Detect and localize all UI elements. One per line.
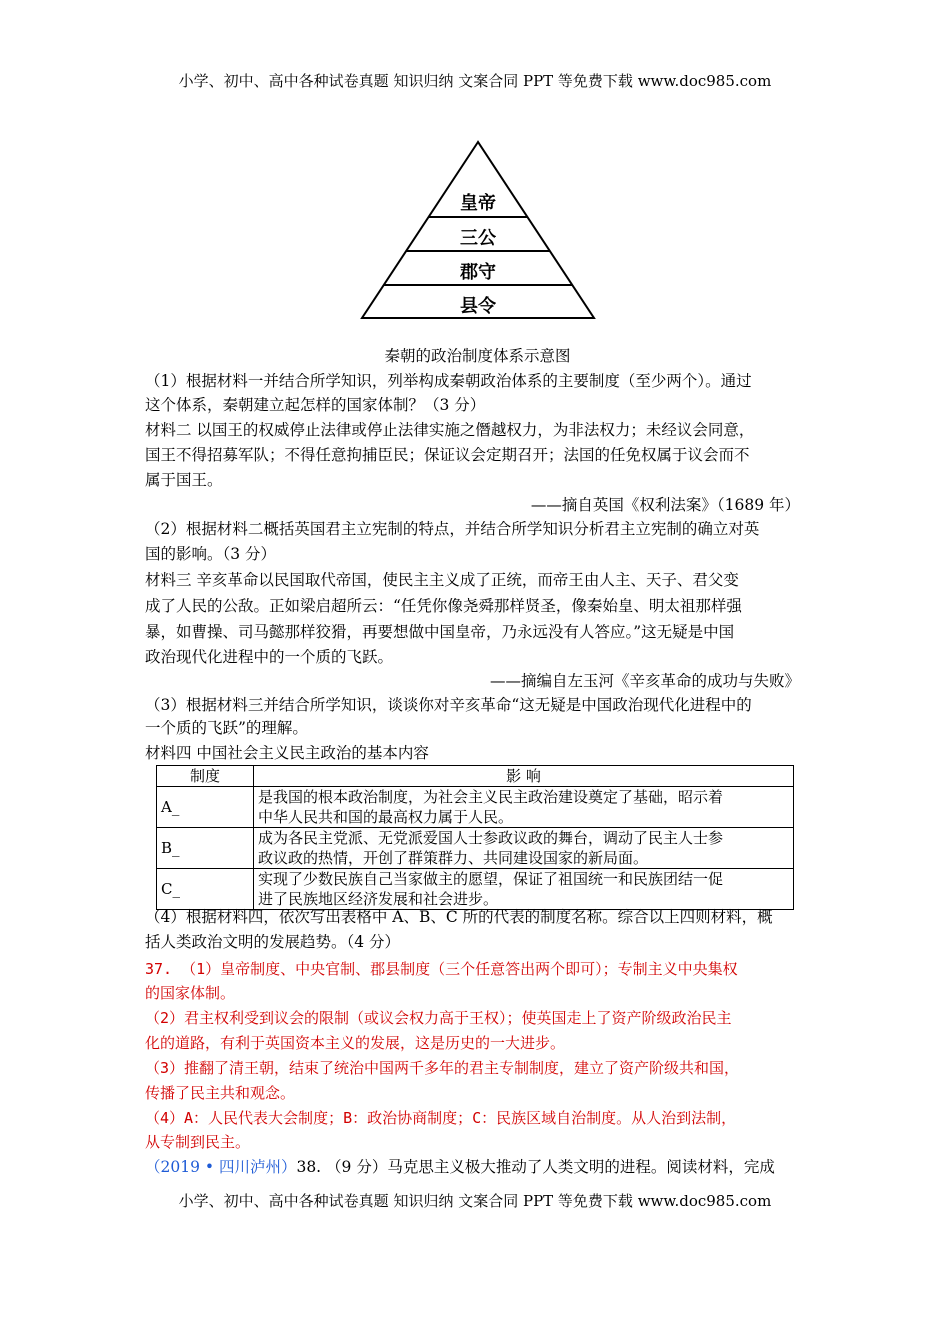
question-1-line: 这个体系，秦朝建立起怎样的国家体制？（3 分） (145, 396, 486, 414)
question-4-line: （4）根据材料四，依次写出表格中 A、B、C 所的代表的制度名称。综合以上四则材料，概 (145, 908, 773, 926)
answer-line: 传播了民主共和观念。 (145, 1084, 296, 1102)
qin-political-pyramid (360, 138, 600, 328)
question-38-source: （2019 • 四川泸州） (145, 1158, 297, 1176)
question-38-line (145, 1155, 810, 1179)
material-3-line: 成了人民的公敌。正如梁启超所云：“任凭你像尧舜那样贤圣，像秦始皇、明太祖那样强 (145, 597, 742, 615)
pyramid-level-sangong: 三公 (460, 228, 496, 249)
pyramid-caption: 秦朝的政治制度体系示意图 (384, 347, 571, 365)
material-3-line: 材料三 辛亥革命以民国取代帝国，使民主主义成了正统，而帝王由人主、天子、君父变 (145, 571, 739, 589)
material-2-line: 材料二 以国王的权威停止法律或停止法律实施之僭越权力，为非法权力；未经议会同意， (145, 421, 755, 439)
question-3-line: （3）根据材料三并结合所学知识，谈谈你对辛亥革命“这无疑是中国政治现代化进程中的 (145, 696, 752, 714)
page-footer: 小学、初中、高中各种试卷真题 知识归纳 文案合同 PPT 等免费下载 www.doc985.com (178, 1192, 772, 1210)
answer-line: 从专制到民主。 (145, 1133, 251, 1151)
page-header: 小学、初中、高中各种试卷真题 知识归纳 文案合同 PPT 等免费下载 www.doc985.com (178, 72, 772, 90)
table-cell-text: 是我国的根本政治制度，为社会主义民主政治建设奠定了基础，昭示着 中华人民共和国的最高权力属于人民。 (254, 787, 794, 828)
answer-line: 的国家体制。 (145, 984, 236, 1002)
material-3-line: 政治现代化进程中的一个质的飞跃。 (145, 648, 394, 666)
pyramid-level-junshou: 郡守 (460, 262, 496, 283)
question-1-line: （1）根据材料一并结合所学知识，列举构成秦朝政治体系的主要制度（至少两个）。通过 (145, 372, 752, 390)
table-cell-label: C_ (157, 869, 254, 910)
pyramid-level-xianling: 县令 (460, 296, 496, 317)
table-row (157, 787, 794, 828)
table-cell-label: A_ (157, 787, 254, 828)
answer-line: 37. （1）皇帝制度、中央官制、郡县制度（三个任意答出两个即可）；专制主义中央集权 (145, 960, 738, 978)
question-38-text: 38. （9 分）马克思主义极大推动了人类文明的进程。阅读材料，完成 (296, 1158, 775, 1176)
material-3-source: ——摘编自左玉河《辛亥革命的成功与失败》 (489, 672, 800, 690)
table-header-system: 制度 (157, 766, 254, 787)
material-2-source: ——摘自英国《权利法案》（1689 年） (530, 496, 800, 514)
table-row (157, 869, 794, 910)
pyramid-level-emperor: 皇帝 (460, 193, 496, 214)
table-header-row (157, 766, 794, 787)
material-2-line: 国王不得招募军队；不得任意拘捕臣民；保证议会定期召开；法国的任免权属于议会而不 (145, 446, 750, 464)
question-2-line: 国的影响。（3 分） (145, 545, 277, 563)
answer-line: 化的道路，有利于英国资本主义的发展，这是历史的一大进步。 (145, 1034, 566, 1052)
answer-line: （2）君主权利受到议会的限制（或议会权力高于王权）；使英国走上了资产阶级政治民主 (145, 1009, 732, 1027)
answer-line: （4）A：人民代表大会制度；B：政治协商制度；C：民族区域自治制度。从人治到法制， (145, 1109, 737, 1127)
table-cell-label: B_ (157, 828, 254, 869)
material-4-title: 材料四 中国社会主义民主政治的基本内容 (145, 744, 429, 762)
material-3-line: 暴，如曹操、司马懿那样狡猾，再要想做中国皇帝，乃永远没有人答应。”这无疑是中国 (145, 623, 735, 641)
question-4-line: 括人类政治文明的发展趋势。（4 分） (145, 933, 401, 951)
table-row (157, 828, 794, 869)
answer-line: （3）推翻了清王朝，结束了统治中国两千多年的君主专制制度，建立了资产阶级共和国， (145, 1059, 740, 1077)
table-cell-text: 成为各民主党派、无党派爱国人士参政议政的舞台，调动了民主人士参 政议政的热情，开创了群策群力、共同建设国家的新局面。 (254, 828, 794, 869)
material-4-table (156, 765, 794, 910)
question-2-line: （2）根据材料二概括英国君主立宪制的特点，并结合所学知识分析君主立宪制的确立对英 (145, 520, 760, 538)
table-cell-text: 实现了少数民族自己当家做主的愿望，保证了祖国统一和民族团结一促 进了民族地区经济发展和社会进步。 (254, 869, 794, 910)
question-3-line: 一个质的飞跃”的理解。 (145, 719, 308, 737)
material-2-line: 属于国王。 (145, 471, 223, 489)
table-header-impact: 影 响 (254, 766, 794, 787)
